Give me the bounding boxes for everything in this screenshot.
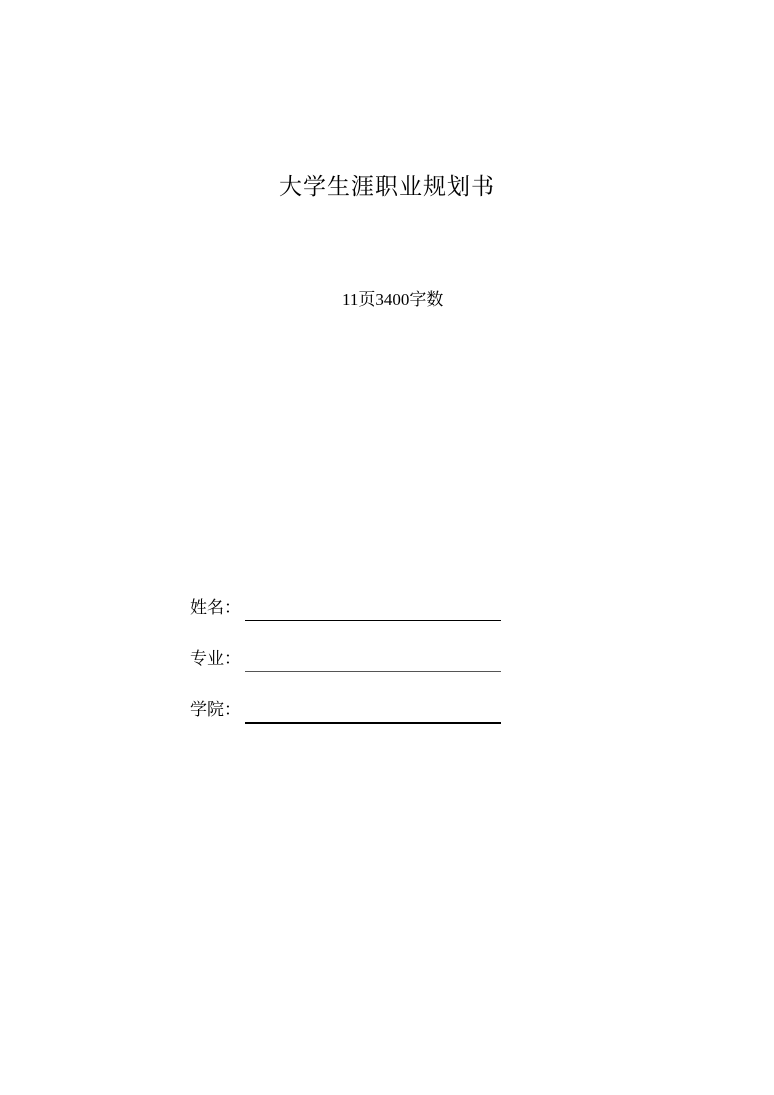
document-page-word-count: 11页3400字数	[342, 290, 444, 309]
major-field-underline	[245, 671, 501, 672]
major-field-label: 专业：	[190, 649, 241, 669]
name-field	[190, 596, 510, 622]
document-title: 大学生涯职业规划书	[279, 174, 495, 200]
name-field-label: 姓名：	[190, 598, 241, 618]
college-field-underline	[245, 722, 501, 724]
major-field	[190, 647, 510, 673]
name-field-underline	[245, 620, 501, 621]
college-field-label: 学院：	[190, 700, 241, 720]
college-field	[190, 698, 510, 724]
